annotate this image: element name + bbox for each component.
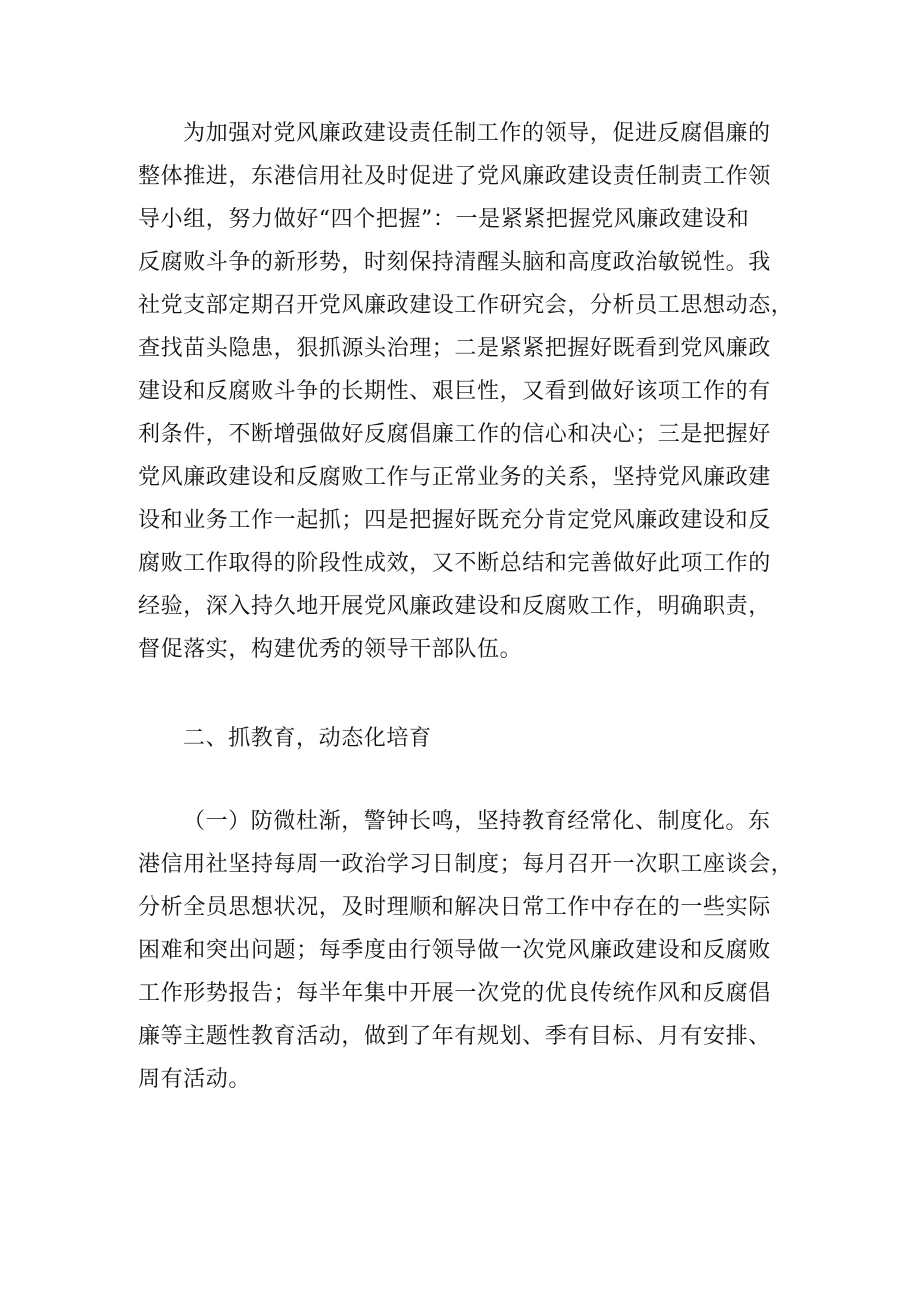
paragraph-line: 导小组，努力做好“四个把握”：一是紧紧把握党风廉政建设和 (138, 207, 750, 232)
paragraph-line: 廉等主题性教育活动，做到了年有规划、季有目标、月有安排、 (138, 1024, 771, 1049)
paragraph-line: 为加强对党风廉政建设责任制工作的领导，促进反腐倡廉的 (183, 121, 771, 146)
paragraph-line: 港信用社坚持每周一政治学习日制度；每月召开一次职工座谈会， (138, 852, 794, 877)
paragraph-line: 分析全员思想状况，及时理顺和解决日常工作中存在的一些实际 (138, 895, 771, 920)
paragraph-line: 周有活动。 (138, 1067, 252, 1092)
paragraph-line: 设和业务工作一起抓；四是把握好既充分肯定党风廉政建设和反 (138, 508, 771, 533)
paragraph-line: 督促落实，构建优秀的领导干部队伍。 (138, 637, 523, 662)
paragraph-line: 党风廉政建设和反腐败工作与正常业务的关系，坚持党风廉政建 (138, 465, 771, 490)
paragraph-line: 经验，深入持久地开展党风廉政建设和反腐败工作，明确职责， (138, 594, 771, 619)
paragraph-2 (138, 800, 808, 1101)
paragraph-line: 查找苗头隐患，狠抓源头治理；二是紧紧把握好既看到党风廉政 (138, 336, 771, 361)
section-heading-text: 二、抓教育，动态化培育 (183, 726, 432, 751)
paragraph-line: 反腐败斗争的新形势，时刻保持清醒头脑和高度政治敏锐性。我 (138, 250, 771, 275)
paragraph-line: 困难和突出问题；每季度由行领导做一次党风廉政建设和反腐败 (138, 938, 771, 963)
paragraph-line: 工作形势报告；每半年集中开展一次党的优良传统作风和反腐倡 (138, 981, 771, 1006)
paragraph-line: （一）防微杜渐，警钟长鸣，坚持教育经常化、制度化。东 (183, 809, 771, 834)
paragraph-line: 整体推进，东港信用社及时促进了党风廉政建设责任制责工作领 (138, 164, 771, 189)
paragraph-line: 社党支部定期召开党风廉政建设工作研究会，分析员工思想动态， (138, 293, 794, 318)
paragraph-line: 腐败工作取得的阶段性成效，又不断总结和完善做好此项工作的 (138, 551, 771, 576)
paragraph-1 (138, 112, 808, 671)
section-heading (138, 717, 808, 760)
paragraph-line: 建设和反腐败斗争的长期性、艰巨性，又看到做好该项工作的有 (138, 379, 771, 404)
paragraph-line: 利条件，不断增强做好反腐倡廉工作的信心和决心；三是把握好 (138, 422, 771, 447)
